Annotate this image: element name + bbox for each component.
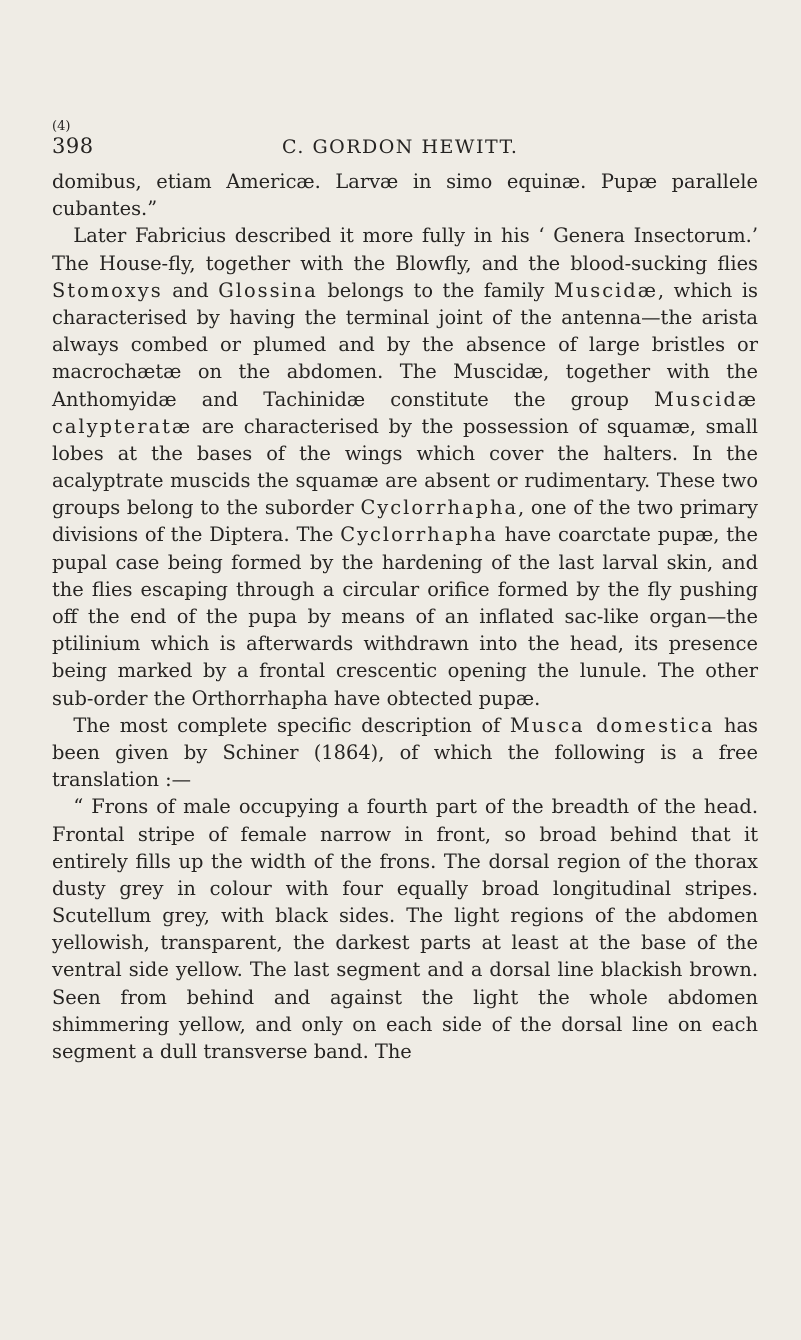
page-header (52, 134, 752, 160)
text-run: Later Fabricius described it more fully in his ‘ Genera Insectorum.’ The House-fly, together with the Blowfly, and the blood-sucking flies (52, 224, 758, 275)
genus-name: Stomoxys (52, 278, 163, 302)
text-run: , one of the two primary divisions of the Diptera. The (52, 496, 758, 547)
signature-mark: (4) (52, 119, 71, 134)
suborder-name: Cyclorrhapha (340, 523, 498, 547)
paragraph-translation-quote: “ Frons of male occupying a fourth part of the breadth of the head. Frontal stripe of female narrow in front, so broad behind that it entirely fills up the width of the frons. The dorsal region of the thorax dusty grey in colour with four equally broad longitudinal stripes. Scutellum grey, with black sides. The light regions of the abdomen yellowish, transparent, the darkest parts at least at the base of the ventral side yellow. The last segment and a dorsal line blackish brown. Seen from behind and against the light the whole abdomen shimmering yellow, and only on each side of the dorsal line on each segment a dull transverse band. The (52, 795, 758, 1063)
page-number: 398 (52, 134, 94, 158)
body-text (52, 168, 758, 1065)
text-run: The most complete specific description of (73, 713, 510, 737)
running-head: C. GORDON HEWITT. (282, 136, 519, 158)
text-run: has been given by Schiner (1864), of which the following is a free translation :— (52, 713, 758, 792)
family-name: Muscidæ (553, 278, 658, 302)
paragraph-classification (52, 222, 758, 711)
text-run: belongs to the family (317, 278, 554, 302)
species-name: Musca domestica (509, 713, 715, 737)
suborder-name: Cyclorrhapha (360, 496, 519, 520)
text-run: and (162, 278, 219, 302)
paragraph-continued: domibus, etiam Americæ. Larvæ in simo equinæ. Pupæ parallele cubantes.” (52, 170, 758, 221)
text-run: are characterised by the possession of squamæ, small lobes at the bases of the wings which cover the halters. In the acalyptrate muscids the squamæ are absent or rudimentary. These two groups belong to the suborder (52, 414, 758, 520)
text-run: have coarctate pupæ, the pupal case being formed by the hardening of the last larval skin, and the flies escaping through a circular orifice formed by the fly pushing off the end of the pupa by means of an inflated sac-like organ—the ptilinium which is afterwards withdrawn into the head, its presence being marked by a frontal crescentic opening the lunule. The other sub-order the Orthorrhapha have obtected pupæ. (52, 523, 759, 710)
group-name: Muscidæ calypteratæ (52, 387, 758, 438)
text-run: , which is characterised by having the terminal joint of the antenna—the arista always combed or plumed and by the absence of large bristles or macrochætæ on the abdomen. The Muscidæ, together with the Anthomyidæ and Tachinidæ constitute the group (52, 278, 759, 411)
paragraph-description-intro (52, 712, 758, 794)
genus-name: Glossina (218, 278, 318, 302)
